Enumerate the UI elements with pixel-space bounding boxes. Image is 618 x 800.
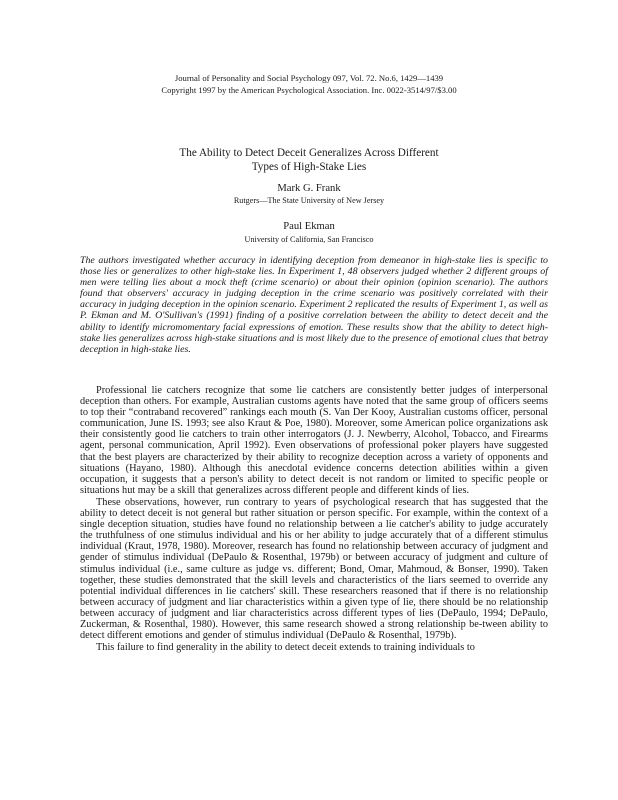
body-text <box>80 385 548 654</box>
body-paragraph: This failure to find generality in the ability to detect deceit extends to training individuals to <box>96 642 475 654</box>
abstract: The authors investigated whether accuracy in identifying deception from demeanor in high-stake lies is specific to those lies or generalizes to other high-stake lies. In Experiment 1, 48 observers judged whether 2 different groups of men were telling lies about a mock theft (crime scenario) or about their opinion (opinion scenario). The authors found that observers' accuracy in judging deception in the crime scenario was positively correlated with their accuracy in judging deception in the opinion scenario. Experiment 2 replicated the results of Experiment 1, as well as P. Ekman and M. O'Sullivan's (1991) finding of a positive correlation between the ability to detect deceit and the ability to identify micromomentary facial expressions of emotion. These results show that the ability to detect high-stake lies generalizes across high-stake situations and is most likely due to the presence of emotional clues that betray deception in high-stake lies. <box>80 255 548 355</box>
body-paragraph: Professional lie catchers recognize that some lie catchers are consistently better judges of interpersonal deception than others. For example, Australian customs agents have noted that the same group of officers seems to top their “contraband recovered” rankings each mouth (S. Van Der Kooy, Australian customs officer, personal communication, June IS. 1993; see also Kraut & Poe, 1980). Moreover, some American police organizations ask their consistently good lie catchers to train other interrogators (J. J. Newberry, Alcohol, Tobacco, and Firearms agent, personal communication, April 1992). Even observations of professional poker players have suggested that the best players are characterized by their ability to recognize deception across a variety of opponents and situations (Hayano, 1980). Although this anecdotal evidence concerns detection abilities within a given occupation, it suggests that a person's ability to detect deceit is not random or limited to specific people or situations hut may be a skill that generalizes across different people and different kinds of lies. <box>80 385 548 496</box>
author-name: Mark G. Frank <box>277 183 341 194</box>
article-title <box>0 146 618 174</box>
title-line-1: The Ability to Detect Deceit Generalizes Across Different <box>179 147 439 159</box>
journal-citation: Journal of Personality and Social Psychology 097, Vol. 72. No.6, 1429—1439 <box>174 73 444 83</box>
copyright-line: Copyright 1997 by the American Psychological Association. Inc. 0022-3514/97/$3.00 <box>161 85 457 95</box>
body-paragraph: These observations, however, run contrary to years of psychological research that has suggested that the ability to detect deceit is not general but rather situation or person specific. For example, within the context of a single deception situation, studies have found no relationship between a lie catcher's ability to judge accurately the truthfulness of one stimulus individual and his or her ability to judge accurately that of a different stimulus individual (Kraut, 1978, 1980). Moreover, research has found no relationship between accuracy of judgment and gender of stimulus individual (DePaulo & Rosenthal, 1979b) or between accuracy of judgment and culture of stimulus individual (i.e., same culture as judge vs. different; Bond, Omar, Mahmoud, & Bonser, 1990). Taken together, these studies demonstrated that the skill levels and characteristics of the liars seemed to override any potential individual differences in lie catchers' skill. These researchers reasoned that if there is no relationship between accuracy of judgment and liar characteristics within a given type of lie, there should be no relationship between accuracy of judgment and liar characteristics across different types of lies (DePaulo, 1994; DePaulo, Zuckerman, & Rosenthal, 1980). However, this same research showed a strong relationship be-tween ability to detect different emotions and gender of stimulus individual (DePaulo & Rosenthal, 1979b). <box>80 496 548 642</box>
author-name: Paul Ekman <box>283 221 335 232</box>
title-line-2: Types of High-Stake Lies <box>251 161 367 173</box>
author-affiliation: University of California, San Francisco <box>244 235 374 244</box>
journal-header <box>0 72 618 96</box>
author-affiliation: Rutgers—The State University of New Jersey <box>233 196 385 205</box>
